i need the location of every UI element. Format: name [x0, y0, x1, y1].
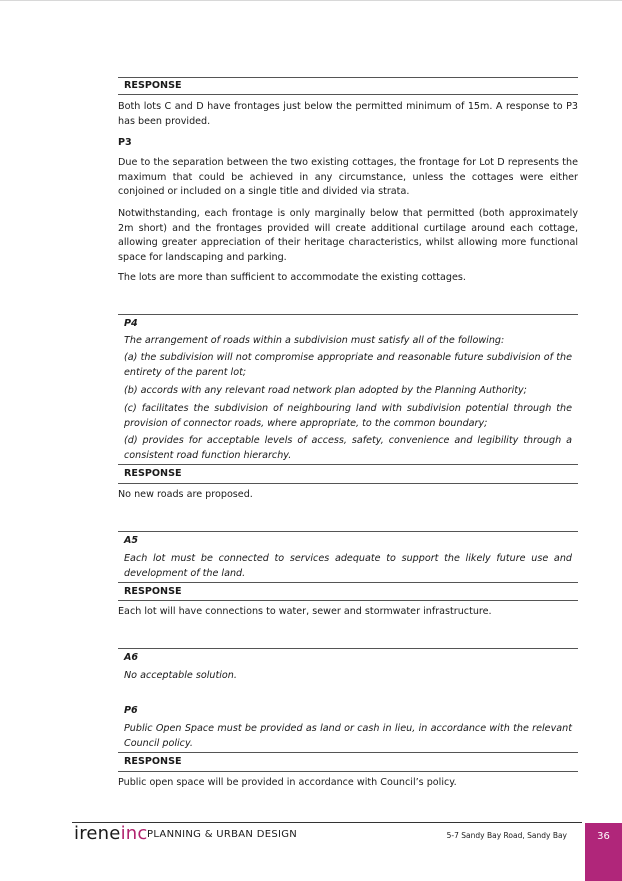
criteria-item: (b) accords with any relevant road network plan adopted by the Planning Authority; [124, 385, 527, 396]
response-paragraph: Due to the separation between the two existing cottages, the frontage for Lot D represents the maximum that could be achieved in any circumstance, unless the cottages were either conjoined or included on a single title and divided via strata. [118, 157, 578, 198]
divider [118, 464, 578, 465]
logo-main: irene [74, 823, 121, 844]
site-address: 5-7 Sandy Bay Road, Sandy Bay [446, 831, 567, 840]
section-code-a6: A6 [124, 652, 139, 663]
divider [118, 77, 578, 78]
section-code-p3: P3 [118, 137, 132, 148]
response-paragraph: No new roads are proposed. [118, 489, 253, 500]
divider [118, 314, 578, 315]
company-tagline: PLANNING & URBAN DESIGN [147, 829, 298, 840]
footer-divider [72, 822, 582, 823]
criteria-text: Public Open Space must be provided as land or cash in lieu, in accordance with the relevant Council policy. [124, 723, 572, 749]
criteria-item: (a) the subdivision will not compromise appropriate and reasonable future subdivision of the entirety of the parent lot; [124, 352, 572, 378]
response-paragraph: Notwithstanding, each frontage is only marginally below that permitted (both approximately 2m short) and the frontages provided will create additional curtilage around each cottage, allowing greater appreciation of their heritage characteristics, whilst allowing more functional space for landscaping and parking. [118, 208, 578, 263]
section-code-a5: A5 [124, 535, 139, 546]
response-heading: RESPONSE [124, 80, 182, 91]
response-paragraph: The lots are more than sufficient to accommodate the existing cottages. [118, 272, 466, 283]
divider [118, 94, 578, 95]
divider [118, 582, 578, 583]
criteria-text: No acceptable solution. [124, 670, 237, 681]
criteria-item: (c) facilitates the subdivision of neighbouring land with subdivision potential through the provision of connector roads, where appropriate, to the common boundary; [124, 403, 572, 429]
logo-accent: inc [120, 823, 148, 844]
response-heading: RESPONSE [124, 756, 182, 767]
criteria-text: Each lot must be connected to services adequate to support the likely future use and development of the land. [124, 553, 572, 579]
response-heading: RESPONSE [124, 586, 182, 597]
divider [118, 600, 578, 601]
page-number-tab [585, 823, 622, 881]
divider [118, 648, 578, 649]
divider [118, 771, 578, 772]
response-heading: RESPONSE [124, 468, 182, 479]
company-logo [74, 823, 147, 845]
divider [118, 752, 578, 753]
response-paragraph: Public open space will be provided in accordance with Council’s policy. [118, 777, 457, 788]
response-paragraph: Both lots C and D have frontages just below the permitted minimum of 15m. A response to P3 has been provided. [118, 101, 578, 127]
section-code-p6: P6 [124, 705, 138, 716]
criteria-intro: The arrangement of roads within a subdivision must satisfy all of the following: [124, 335, 505, 346]
page-number: 36 [597, 831, 610, 842]
section-code-p4: P4 [124, 318, 138, 329]
response-paragraph: Each lot will have connections to water, sewer and stormwater infrastructure. [118, 606, 492, 617]
divider [118, 483, 578, 484]
divider [118, 531, 578, 532]
criteria-item: (d) provides for acceptable levels of access, safety, convenience and legibility through a consistent road function hierarchy. [124, 435, 572, 461]
